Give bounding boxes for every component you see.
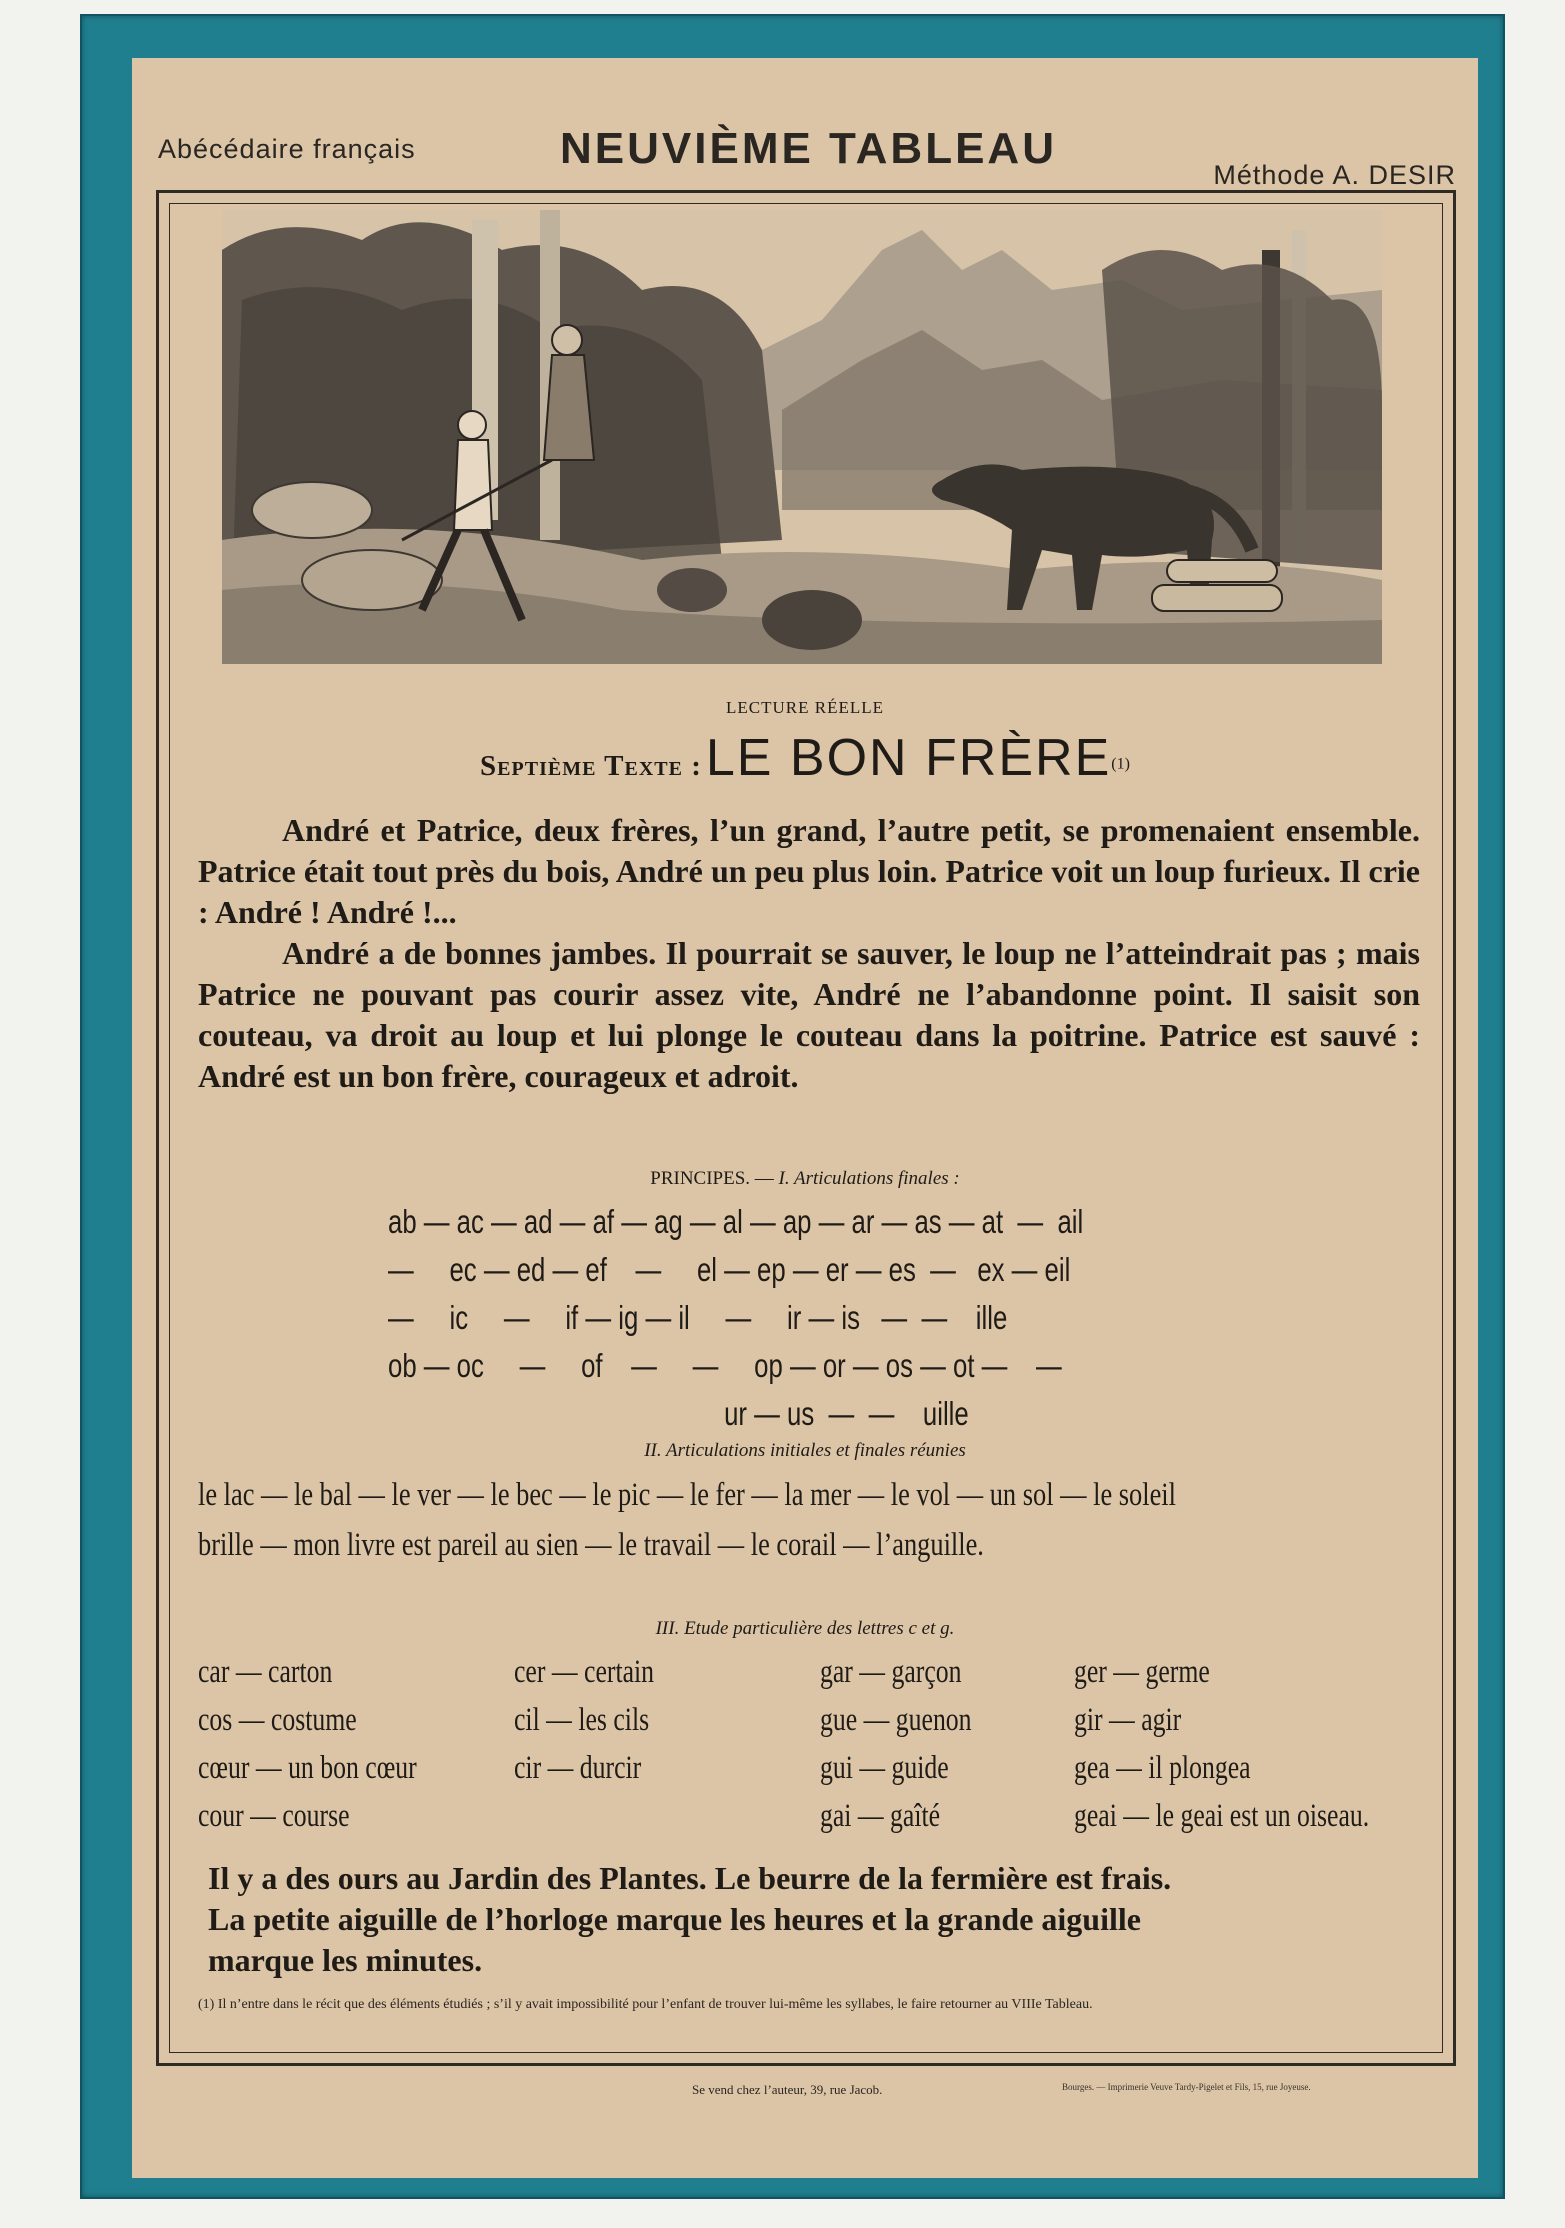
- cg-item: gai — gaîté: [820, 1798, 941, 1834]
- cg-item: gea — il plongea: [1074, 1750, 1251, 1786]
- footnote: (1) Il n’entre dans le récit que des éléments étudiés ; s’il y avait impossibilité pour l’enfant de trouver lui-même les syllabes, le faire retourner au VIIIe Tableau.: [198, 1997, 1093, 2012]
- principes-sub: I. Articulations finales :: [778, 1168, 960, 1189]
- title-small: Septième Texte :: [480, 750, 702, 782]
- cg-item: ger — germe: [1074, 1654, 1210, 1690]
- paper-sheet: [132, 58, 1478, 2178]
- c-column-2: [514, 1654, 694, 1798]
- title-footnote-mark: (1): [1111, 755, 1130, 773]
- syllable-row: ur — us — — uille: [388, 1395, 969, 1432]
- text-title: [132, 728, 1478, 788]
- story-text: [198, 810, 1420, 1097]
- syllable-row: ab — ac — ad — af — ag — al — ap — ar — as — at — ail: [388, 1203, 1084, 1240]
- principes-heading: [132, 1168, 1478, 1190]
- header-title: NEUVIÈME TABLEAU: [560, 124, 1057, 173]
- words-line-1: le lac — le bal — le ver — le bec — le pic — le fer — la mer — le vol — un sol — le soleil: [198, 1477, 1176, 1513]
- syllable-row: — ic — if — ig — il — ir — is — — ille: [388, 1299, 1008, 1336]
- cg-item: gue — guenon: [820, 1702, 972, 1738]
- cg-item: gir — agir: [1074, 1702, 1182, 1738]
- header-left: Abécédaire français: [158, 134, 416, 164]
- etude-heading: III. Etude particulière des lettres c et g.: [655, 1618, 955, 1639]
- syllable-row: ob — oc — of — — op — or — os — ot — —: [388, 1347, 1062, 1384]
- articulations-words: [198, 1470, 1420, 1570]
- final-line-3: marque les minutes.: [208, 1942, 483, 1978]
- syllable-table: [388, 1203, 1279, 1443]
- articulations-heading: II. Articulations initiales et finales réunies: [644, 1440, 966, 1461]
- cg-item: cil — les cils: [514, 1702, 650, 1738]
- cg-item: gui — guide: [820, 1750, 949, 1786]
- engraving-illustration: [222, 210, 1382, 664]
- final-line-2: La petite aiguille de l’horloge marque les heures et la grande aiguille: [208, 1901, 1141, 1937]
- cg-item: cir — durcir: [514, 1750, 642, 1786]
- final-sentences: [208, 1858, 1418, 1981]
- story-paragraph-1: André et Patrice, deux frères, l’un grand, l’autre petit, se promenaient ensemble. Patrice était tout près du bois, André un peu plus loin. Patrice voit un loup furieux. Il crie : André ! André !...: [198, 812, 1420, 930]
- cg-item: cer — certain: [514, 1654, 655, 1690]
- c-column-1: [198, 1654, 478, 1846]
- printer-line: Bourges. — Imprimerie Veuve Tardy-Pigelet et Fils, 15, rue Joyeuse.: [1062, 2082, 1311, 2092]
- header-right: Méthode A. DESIR: [1213, 160, 1456, 190]
- syllable-row: — ec — ed — ef — el — ep — er — es — ex — eil: [388, 1251, 1071, 1288]
- final-line-1: Il y a des ours au Jardin des Plantes. Le beurre de la fermière est frais.: [208, 1860, 1172, 1896]
- story-paragraph-2: André a de bonnes jambes. Il pourrait se sauver, le loup ne l’atteindrait pas ; mais Patrice ne pouvant pas courir assez vite, André ne l’abandonne point. Il saisit son couteau, va droit au loup et lui plonge le couteau dans la poitrine. Patrice est sauvé : André est un bon frère, courageux et adroit.: [198, 935, 1420, 1094]
- cg-item: car — carton: [198, 1654, 333, 1690]
- cg-item: cœur — un bon cœur: [198, 1750, 417, 1786]
- principes-label: PRINCIPES. —: [650, 1168, 774, 1189]
- publisher-address: Se vend chez l’auteur, 39, rue Jacob.: [692, 2082, 883, 2097]
- lecture-label: LECTURE RÉELLE: [725, 698, 884, 717]
- cg-item: cour — course: [198, 1798, 350, 1834]
- cg-item: gar — garçon: [820, 1654, 962, 1690]
- words-line-2: brille — mon livre est pareil au sien — le travail — le corail — l’anguille.: [198, 1527, 984, 1563]
- g-column-1: [820, 1654, 1014, 1846]
- cg-item: cos — costume: [198, 1702, 357, 1738]
- cg-item: geai — le geai est un oiseau.: [1074, 1798, 1370, 1834]
- g-column-2: [1074, 1654, 1452, 1846]
- title-big: LE BON FRÈRE: [705, 729, 1112, 787]
